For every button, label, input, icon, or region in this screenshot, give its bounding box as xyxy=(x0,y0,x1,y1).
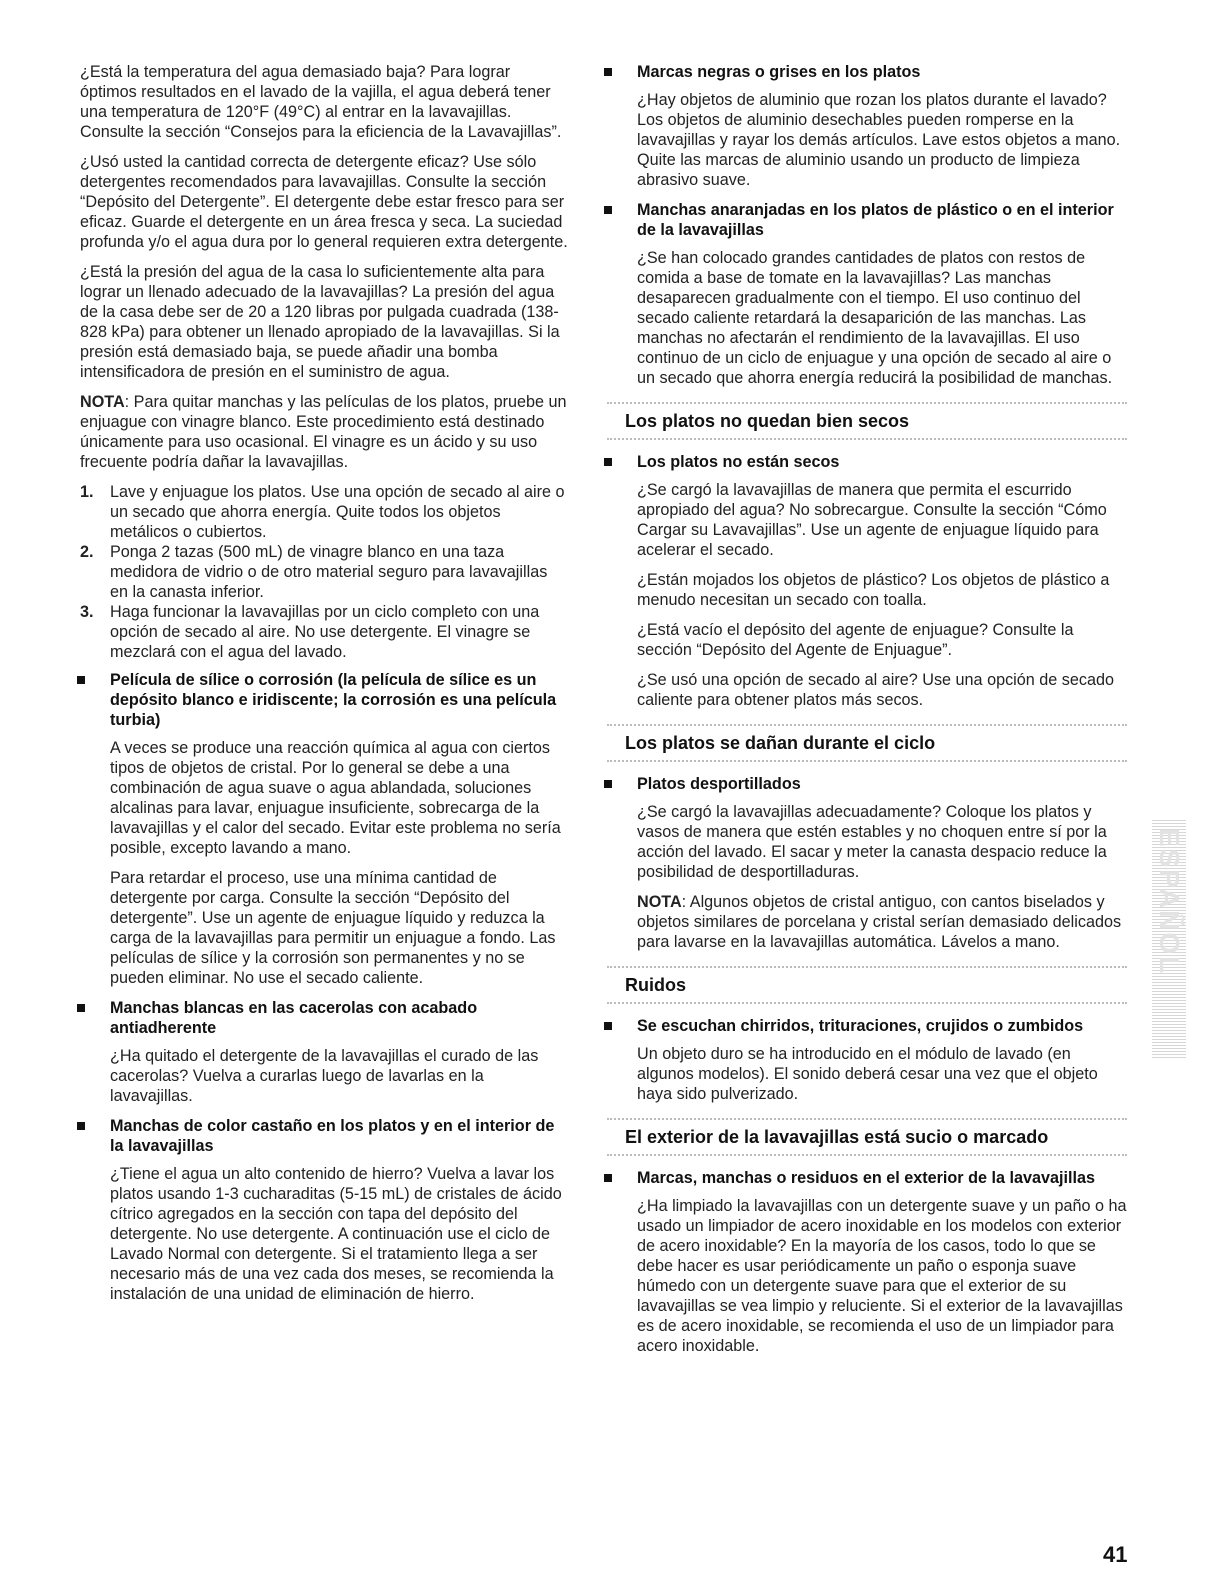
bullet-icon xyxy=(604,206,612,214)
section-header-dry xyxy=(607,402,1127,440)
note-crystal xyxy=(637,892,1127,952)
divider xyxy=(607,966,1127,968)
heading-not-dry: Los platos no están secos xyxy=(607,452,1127,472)
bullet-icon xyxy=(604,68,612,76)
list-item: 2. Ponga 2 tazas (500 mL) de vinagre blanco en una taza medidora de vidrio o de otro material seguro para lavavajillas en la canasta inferior. xyxy=(80,543,548,601)
list-item: 3. Haga funcionar la lavavajillas por un ciclo completo con una opción de secado al aire. No use detergente. El vinagre se mezclará con el agua del lavado. xyxy=(80,603,540,661)
section-header-noise xyxy=(607,966,1127,1004)
page-number: 41 xyxy=(1103,1542,1128,1567)
divider xyxy=(607,1154,1127,1156)
right-column xyxy=(607,62,1127,1366)
vinegar-steps-list xyxy=(80,482,568,662)
paragraph-silica-1: A veces se produce una reacción química al agua con ciertos tipos de objetos de cristal. Por lo general se debe a una combinación de agua suave o agua ablandada, soluciones alcalinas para lavar, enjuague insuficiente, sobrecarga de la lavavajillas y el calor del secado. Evitar este problema no sería posible, excepto lavando a mano. xyxy=(110,739,561,857)
bullet-icon xyxy=(604,1174,612,1182)
paragraph-dry-4: ¿Se usó una opción de secado al aire? Use una opción de secado caliente para obtener platos más secos. xyxy=(637,671,1114,709)
paragraph-dry-3: ¿Está vacío el depósito del agente de enjuague? Consulte la sección “Depósito del Agente de Enjuague”. xyxy=(637,621,1074,659)
bullet-icon xyxy=(604,458,612,466)
bullet-icon xyxy=(604,1022,612,1030)
paragraph-water-pressure: ¿Está la presión del agua de la casa lo suficientemente alta para lograr un llenado adecuado de la lavavajillas? La presión del agua de la casa debe ser de 20 a 120 libras por pulgada cuadrada (138-828 kPa) para obtener un llenado apropiado de la lavavajillas. Si la presión está demasiado baja, se puede añadir una bomba intensificadora de presión en el suministro de agua. xyxy=(80,263,560,381)
section-title: Los platos no quedan bien secos xyxy=(625,411,910,431)
heading-silica-film: Película de sílice o corrosión (la película de sílice es un depósito blanco e iridiscente; la corrosión es una película turbia) xyxy=(80,670,568,730)
section-title: Los platos se dañan durante el ciclo xyxy=(625,733,936,753)
section-header-exterior xyxy=(607,1118,1127,1156)
paragraph-dry-2: ¿Están mojados los objetos de plástico? Los objetos de plástico a menudo necesitan un secado con toalla. xyxy=(637,571,1110,609)
heading-chipped: Platos desportillados xyxy=(607,774,1127,794)
paragraph-detergent: ¿Usó usted la cantidad correcta de detergente eficaz? Use sólo detergentes recomendados para lavavajillas. Consulte la sección “Depósito del Detergente”. El detergente debe estar fresco para ser eficaz. Guarde el detergente en un área fresca y seca. La suciedad profunda y/o el agua dura por lo general requieren extra detergente. xyxy=(80,153,568,251)
bullet-icon xyxy=(77,676,85,684)
paragraph-silica-2: Para retardar el proceso, use una mínima cantidad de detergente por carga. Consulte la sección “Depósito del detergente”. Use un agente de enjuague líquido y reduzca la carga de la lavavajillas para permitir un enjuague a fondo. Las películas de sílice y la corrosión son permanentes y no se pueden eliminar. No use el secado caliente. xyxy=(110,869,556,987)
paragraph-white-spots: ¿Ha quitado el detergente de la lavavajillas el curado de las cacerolas? Vuelva a curarlas luego de lavarlas en la lavavajillas. xyxy=(110,1047,539,1105)
divider xyxy=(607,724,1127,726)
paragraph-dry-1: ¿Se cargó la lavavajillas de manera que permita el escurrido apropiado del agua? No sobrecargue. Consulte la sección “Cómo Cargar su Lavavajillas”. Use un agente de enjuague líquido para acelerar el secado. xyxy=(637,481,1107,559)
paragraph-exterior: ¿Ha limpiado la lavavajillas con un detergente suave y un paño o ha usado un limpiador de acero inoxidable en los modelos con exterior de acero inoxidable? En la mayoría de los casos, todo lo que se debe hacer es usar periódicamente un paño o esponja suave húmedo con un detergente suave para que el exterior de su lavavajillas se vea limpio y reluciente. Si el exterior de la lavavajillas es de acero inoxidable, se recomienda el uso de un limpiador para acero inoxidable. xyxy=(637,1197,1127,1355)
note-text: : Algunos objetos de cristal antiguo, con cantos biselados y objetos similares de porcelana y cristal serían demasiado delicados para lavarse en la lavavajillas automática. Lávelos a mano. xyxy=(637,893,1122,951)
heading-white-spots: Manchas blancas en las cacerolas con acabado antiadherente xyxy=(80,998,568,1038)
paragraph-orange-stains: ¿Se han colocado grandes cantidades de platos con restos de comida a base de tomate en la lavavajillas? Las manchas desaparecen gradualmente con el tiempo. El uso continuo del secado caliente retardará la desaparición de las manchas. Las manchas no afectarán el rendimiento de la lavavajillas. El uso continuo de un ciclo de enjuague y una opción de secado al aire o un secado que ahorra energía reducirá la posibilidad de manchas. xyxy=(637,249,1113,387)
paragraph-chipped: ¿Se cargó la lavavajillas adecuadamente? Coloque los platos y vasos de manera que estén estables y no choquen entre sí por la acción del lavado. El sacar y meter la canasta despacio reduce la posibilidad de desportilladuras. xyxy=(637,803,1107,881)
section-title: El exterior de la lavavajillas está sucio o marcado xyxy=(625,1127,1049,1147)
paragraph-brown-stains: ¿Tiene el agua un alto contenido de hierro? Vuelva a lavar los platos usando 1-3 cucharaditas (5-15 mL) de cristales de ácido cítrico agregados en la sección con tapa del depósito del detergente. No use detergente. A continuación use el ciclo de Lavado Normal con detergente. Si el tratamiento llega a ser necesario más de una vez cada dos meses, se recomienda la instalación de una unidad de eliminación de hierro. xyxy=(110,1165,562,1303)
heading-noise: Se escuchan chirridos, trituraciones, crujidos o zumbidos xyxy=(607,1016,1127,1036)
divider xyxy=(607,1118,1127,1120)
list-item: 1. Lave y enjuague los platos. Use una opción de secado al aire o un secado que ahorra energía. Quite todos los objetos metálicos o cubiertos. xyxy=(80,483,565,541)
language-side-tab: ESPAÑOL xyxy=(1152,818,1186,1058)
heading-black-marks: Marcas negras o grises en los platos xyxy=(607,62,1127,82)
paragraph-black-marks: ¿Hay objetos de aluminio que rozan los platos durante el lavado? Los objetos de aluminio desechables pueden romperse en la lavavajillas y rayar los demás artículos. Lave estos objetos a mano. Quite las marcas de aluminio usando un producto de limpieza abrasivo suave. xyxy=(637,91,1121,189)
section-header-damaged xyxy=(607,724,1127,762)
divider xyxy=(607,402,1127,404)
paragraph-noise: Un objeto duro se ha introducido en el módulo de lavado (en algunos modelos). El sonido deberá cesar una vez que el objeto haya sido pulverizado. xyxy=(637,1045,1098,1103)
heading-exterior-marks: Marcas, manchas o residuos en el exterior de la lavavajillas xyxy=(607,1168,1127,1188)
note-label: NOTA xyxy=(637,893,682,911)
note-text: : Para quitar manchas y las películas de los platos, pruebe un enjuague con vinagre blanco. Este procedimiento está destinado únicamente para uso ocasional. El vinagre es un ácido y su uso frecuente podría dañar la lavavajillas. xyxy=(80,393,567,471)
divider xyxy=(607,1002,1127,1004)
note-vinegar xyxy=(80,392,568,472)
divider xyxy=(607,760,1127,762)
heading-brown-stains: Manchas de color castaño en los platos y en el interior de la lavavajillas xyxy=(80,1116,568,1156)
divider xyxy=(607,438,1127,440)
bullet-icon xyxy=(604,780,612,788)
left-column xyxy=(80,62,568,1314)
paragraph-water-temperature: ¿Está la temperatura del agua demasiado baja? Para lograr óptimos resultados en el lavado de la vajilla, el agua deberá tener una temperatura de 120°F (49°C) al entrar en la lavavajillas. Consulte la sección “Consejos para la eficiencia de la Lavavajillas”. xyxy=(80,63,562,141)
heading-orange-stains: Manchas anaranjadas en los platos de plástico o en el interior de la lavavajillas xyxy=(607,200,1127,240)
section-title: Ruidos xyxy=(625,975,686,995)
bullet-icon xyxy=(77,1004,85,1012)
note-label: NOTA xyxy=(80,393,125,411)
bullet-icon xyxy=(77,1122,85,1130)
